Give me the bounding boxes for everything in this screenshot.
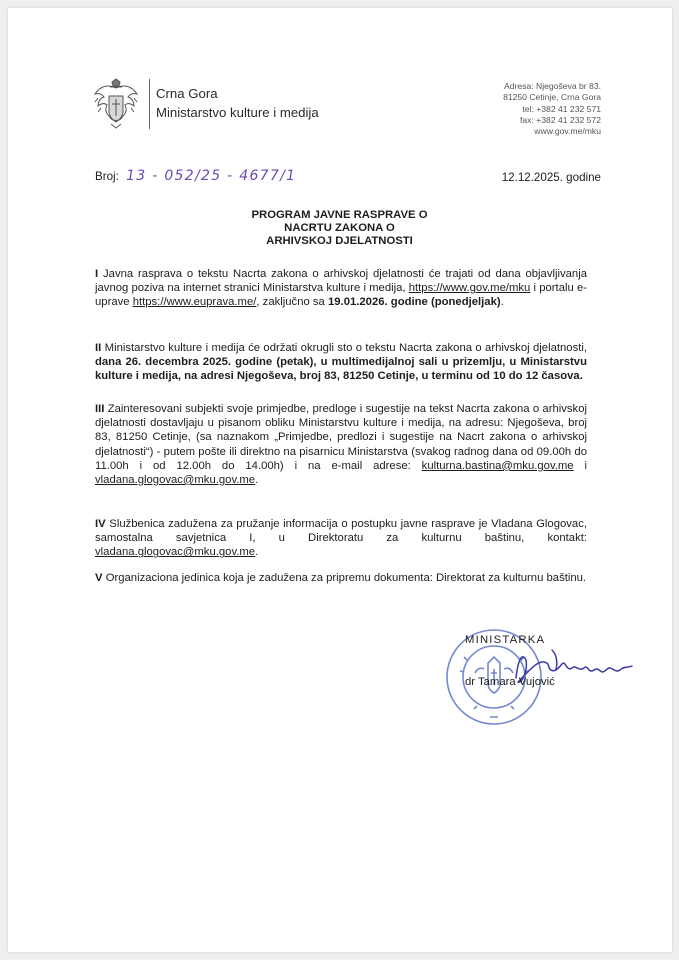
section-text: . xyxy=(255,474,259,487)
phone-line: tel: +382 41 232 571 xyxy=(522,103,601,114)
section-text: . xyxy=(255,546,259,559)
deadline-date: 19.01.2026. godine (ponedjeljak) xyxy=(327,296,501,309)
section-text: i portalu e-uprave xyxy=(95,282,587,309)
reference-number xyxy=(95,168,296,184)
section-text: Službenica zadužena za pružanje informacija o postupku javne rasprave je Vladana Glogovac, samostalna savjetnica I, u Direktoratu za kulturnu baštinu, kontakt: xyxy=(95,518,587,545)
email-link-kulturna[interactable]: kulturna.bastina@mku.gov.me xyxy=(421,459,574,472)
section-numeral: V xyxy=(95,572,103,584)
coat-of-arms-icon xyxy=(92,78,140,130)
address-line: 81250 Cetinje, Crna Gora xyxy=(503,92,601,103)
contact-email-link[interactable]: vladana.glogovac@mku.gov.me xyxy=(95,546,256,559)
section-text: Javna rasprava o tekstu Nacrta zakona o arhivskoj djelatnosti će trajati od dana objavljivanja javnog poziva na internet stranici Ministarstva kulture i medija, xyxy=(95,268,588,295)
country-name: Crna Gora xyxy=(156,86,218,101)
fax-line: fax: +382 41 232 572 xyxy=(520,114,601,125)
document-title xyxy=(0,209,679,248)
email-link-glogovac[interactable]: vladana.glogovac@mku.gov.me xyxy=(95,474,256,487)
header-divider xyxy=(149,79,150,129)
section-2 xyxy=(95,341,587,384)
reference-label: Broj: xyxy=(95,170,119,183)
institution-block xyxy=(156,84,319,122)
section-5 xyxy=(95,571,587,585)
roundtable-details: dana 26. decembra 2025. godine (petak), u multimedijalnoj sali u prizemlju, u Ministarstvu kulture i medija, na adresi Njegoševa, broj 83, 81250 Cetinje, u terminu od 10 do 12 časova. xyxy=(95,356,587,383)
section-text: Organizaciona jedinica koja je zadužena za pripremu dokumenta: Direktorat za kulturnu baštinu. xyxy=(105,572,587,584)
section-numeral: III xyxy=(95,403,105,415)
minister-name: dr Tamara Vujović xyxy=(465,676,555,688)
ministry-link[interactable]: https://www.gov.me/mku xyxy=(408,282,531,295)
address-line: Adresa: Njegoševa br 83. xyxy=(504,81,601,91)
handwritten-reference: 13 - 052/25 - 4677/1 xyxy=(126,168,297,184)
euprava-link[interactable]: https://www.euprava.me/ xyxy=(132,296,257,309)
title-line: ARHIVSKOJ DJELATNOSTI xyxy=(266,235,413,247)
section-numeral: II xyxy=(95,342,102,354)
section-4 xyxy=(95,517,587,560)
section-text: i xyxy=(573,459,587,472)
document-date: 12.12.2025. godine xyxy=(501,171,601,184)
section-numeral: IV xyxy=(95,518,106,530)
section-text: Ministarstvo kulture i medija će održati okrugli sto o tekstu Nacrta zakona o arhivskoj djelatnosti, xyxy=(104,342,587,354)
section-text: Zainteresovani subjekti svoje primjedbe, predloge i sugestije na tekst Nacrta zakona o arhivskoj djelatnosti dostavljaju u pisanom obliku Ministarstvu kulture i medija, na adresu: Njegoševa, broj 83, 81250 Cetinje, (sa naznakom „Primjedbe, predlozi i sugestije na Nacrt zakona o arhivskoj djelatnosti“) - putem pošte ili direktno na pisarnicu Ministarstva (svakog radnog dana od 09.00h do 11.00h i od 12.00h do 14.00h) i na e-mail adrese: xyxy=(95,403,587,472)
ministry-name: Ministarstvo kulture i medija xyxy=(156,105,319,120)
section-3 xyxy=(95,402,587,487)
address-block xyxy=(411,81,601,137)
section-1 xyxy=(95,267,587,310)
minister-title: MINISTARKA xyxy=(465,634,546,646)
website-line: www.gov.me/mku xyxy=(534,126,601,137)
section-numeral: I xyxy=(95,268,99,280)
section-text: , zaključno sa xyxy=(256,296,328,309)
title-line: PROGRAM JAVNE RASPRAVE O xyxy=(251,209,428,221)
title-line: NACRTU ZAKONA O xyxy=(284,222,395,234)
section-text: . xyxy=(500,296,504,309)
